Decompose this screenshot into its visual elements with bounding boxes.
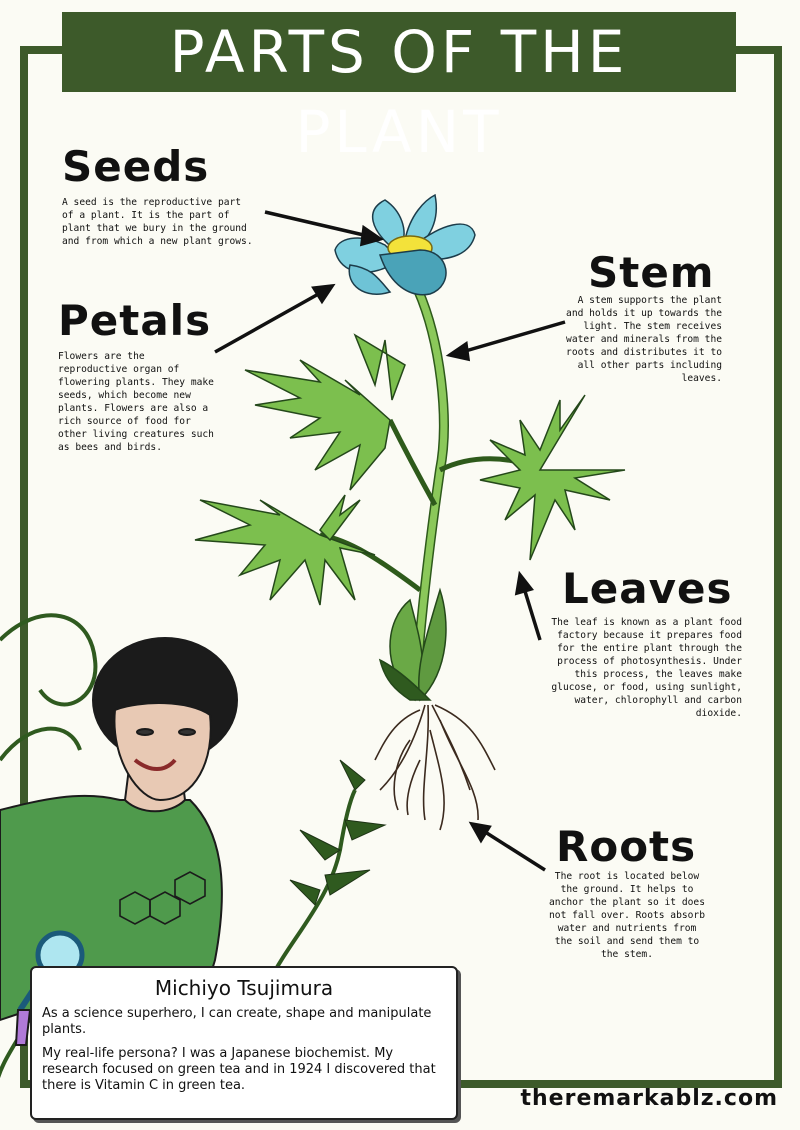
roots-heading: Roots xyxy=(556,822,697,871)
bio-paragraph-2: My real-life persona? I was a Japanese biochemist. My research focused on green tea and in 1924 I discovered that there is Vitamin C in green tea. xyxy=(42,1046,436,1093)
bio-card xyxy=(30,966,458,1120)
seeds-heading: Seeds xyxy=(62,142,210,191)
leaves-heading: Leaves xyxy=(562,564,733,613)
roots-description: The root is located below the ground. It helps to anchor the plant so it does not fall over. Roots absorb water and nutrients from the soil and send them to the stem. xyxy=(549,871,705,960)
sprout-icon xyxy=(270,760,385,980)
leaves-arrow-icon xyxy=(517,575,540,640)
page-title: PARTS OF THE PLANT xyxy=(62,12,736,92)
petals-heading: Petals xyxy=(58,296,212,345)
bio-paragraph-1: As a science superhero, I can create, shape and manipulate plants. xyxy=(42,1006,432,1037)
flower-icon xyxy=(335,195,475,295)
bio-name: Michiyo Tsujimura xyxy=(154,976,334,1000)
website-label: theremarkablz.com xyxy=(520,1086,778,1111)
stem-arrow-icon xyxy=(450,322,565,359)
roots-arrow-icon xyxy=(472,824,545,870)
petals-arrow-icon xyxy=(215,286,332,352)
petals-description: Flowers are the reproductive organ of flowering plants. They make seeds, which become new plants. Flowers are also a rich source of food for other living creatures such as bees and birds. xyxy=(58,351,214,453)
roots-icon xyxy=(375,705,495,830)
stem-heading: Stem xyxy=(588,248,715,297)
stem-description: A stem supports the plant and holds it up towards the light. The stem receives water and minerals from the roots and distributes it to all other parts including leaves. xyxy=(566,295,722,384)
seeds-arrow-icon xyxy=(265,212,380,244)
leaves-description: The leaf is known as a plant food factory because it prepares food for the entire plant through the process of photosynthesis. Under this process, the leaves make glucose, or food, using sunlight, water, chlorophyll and carbon dioxide. xyxy=(551,617,742,719)
seeds-description: A seed is the reproductive part of a plant. It is the part of plant that we bury in the ground and from which a new plant grows. xyxy=(62,197,253,247)
